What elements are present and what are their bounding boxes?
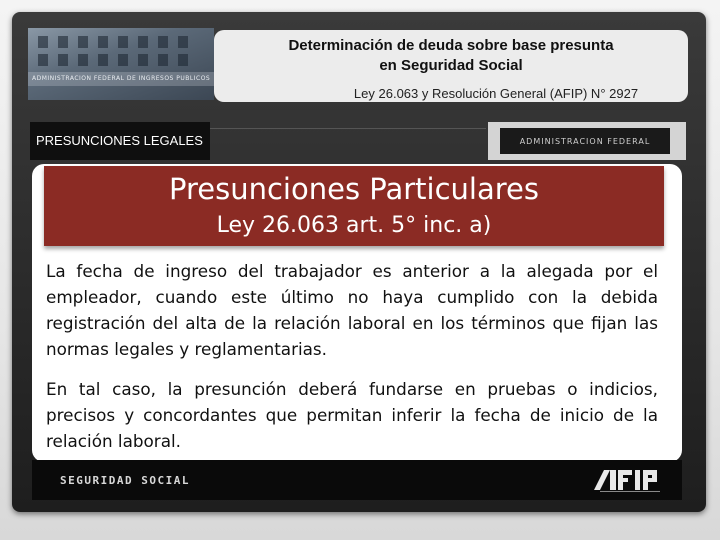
window-shape: [158, 54, 168, 66]
window-shape: [58, 36, 68, 48]
window-shape: [118, 36, 128, 48]
building-photo: [28, 28, 214, 100]
window-shape: [78, 36, 88, 48]
building-sign: ADMINISTRACION FEDERAL DE INGRESOS PUBLICOS: [28, 72, 214, 86]
banner-subtitle: Ley 26.063 art. 5° inc. a): [216, 213, 492, 238]
window-shape: [178, 36, 188, 48]
window-shape: [158, 36, 168, 48]
top-logo: ADMINISTRACION FEDERAL: [500, 128, 670, 154]
window-shape: [78, 54, 88, 66]
paragraph-1: La fecha de ingreso del trabajador es anterior a la alegada por el empleador, cuando este último no haya cumplido con la debida registración del alta de la relación laboral en los términos que fijan las normas legales y reglamentarias.: [46, 261, 658, 359]
window-shape: [118, 54, 128, 66]
paragraph-2: En tal caso, la presunción deberá fundarse en pruebas o indicios, precisos y concordantes que permitan inferir la fecha de inicio de la relación laboral.: [46, 379, 658, 451]
banner-title: Presunciones Particulares: [169, 172, 539, 206]
window-shape: [98, 36, 108, 48]
title-line-2: en Seguridad Social: [379, 57, 523, 74]
divider-line: [210, 128, 486, 129]
title-box: [214, 30, 688, 102]
title-line-1: Determinación de deuda sobre base presunta: [288, 37, 614, 54]
window-shape: [138, 54, 148, 66]
window-shape: [38, 36, 48, 48]
window-shape: [58, 54, 68, 66]
window-shape: [138, 36, 148, 48]
footer-text: SEGURIDAD SOCIAL: [60, 474, 190, 487]
window-shape: [98, 54, 108, 66]
afip-logo-icon: [590, 466, 668, 494]
section-label: PRESUNCIONES LEGALES: [36, 133, 203, 148]
title-banner: [44, 166, 664, 246]
window-shape: [178, 54, 188, 66]
title-subtitle: Ley 26.063 y Resolución General (AFIP) N° 2927: [353, 86, 639, 101]
window-shape: [38, 54, 48, 66]
